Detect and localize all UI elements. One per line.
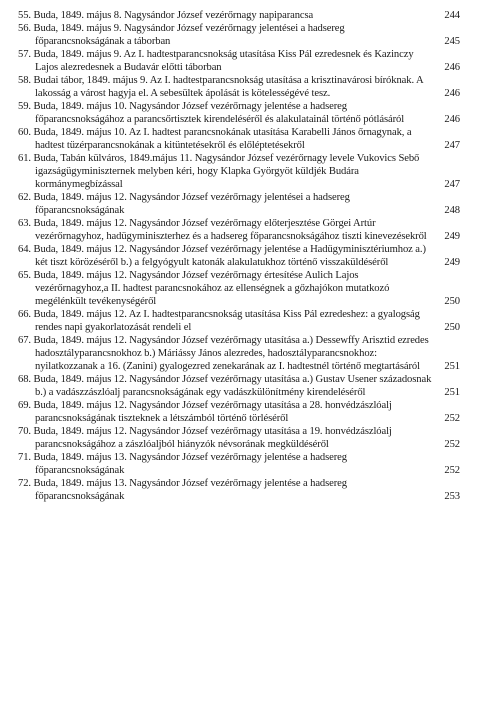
toc-entry	[0, 425, 480, 451]
toc-entry	[0, 399, 480, 425]
entry-page-number: 249	[444, 231, 460, 242]
toc-entry	[0, 74, 480, 100]
entry-title: Buda, 1849. május 12. Nagysándor József vezérőrnagy előterjesztése Görgei Artúr vezérőrnagyhoz, hadügyminiszterhez és a hadsereg főparancsnokságához tiszti kinevezésekről	[33, 218, 427, 242]
toc-entry	[0, 126, 480, 152]
entry-number: 67.	[18, 335, 31, 346]
entry-title: Buda, 1849. május 8. Nagysándor József vezérőrnagy napiparancsa	[33, 10, 314, 21]
entry-page-number: 246	[444, 114, 460, 125]
toc-entry	[0, 48, 480, 74]
entry-number: 56.	[18, 23, 31, 34]
entry-title: Buda, 1849. május 12. Nagysándor József vezérőrnagy jelentései a hadsereg főparancsnokságának	[33, 192, 350, 216]
table-of-contents	[0, 9, 480, 503]
entry-title: Buda, 1849. május 10. Az I. hadtest parancsnokának utasítása Karabelli János őrnagynak, a hadtest tüzérparancsnokának a kitüntetésekről és előléptetésekről	[33, 127, 412, 151]
entry-page-number: 251	[444, 387, 460, 398]
entry-title: Buda, Tabán külváros, 1849.május 11. Nagysándor József vezérőrnagy levele Vukovics Sebő igazságügyminiszternek melyben kéri, hogy Klapka Györgyöt küldjék Budára kormánymegbízással	[33, 153, 420, 190]
entry-title: Buda, 1849. május 13. Nagysándor József vezérőrnagy jelentése a hadsereg főparancsnokságának	[33, 452, 347, 476]
entry-title: Budai tábor, 1849. május 9. Az I. hadtestparancsnokság utasítása a krisztinavárosi bíróknak. A lakosság a várost hagyja el. A sebesültek ápolását is kötelességévé tesz.	[33, 75, 423, 99]
entry-page-number: 252	[444, 413, 460, 424]
entry-page-number: 250	[444, 296, 460, 307]
entry-title: Buda, 1849. május 12. Az I. hadtestparancsnokság utasítása Kiss Pál ezredeshez: a gyalogság rendes napi gyakorlatozását rendeli el	[33, 309, 420, 333]
entry-number: 61.	[18, 153, 31, 164]
entry-title: Buda, 1849. május 10. Nagysándor József vezérőrnagy jelentése a hadsereg főparancsnokságához a parancsőrtisztek kirendeléséről és alakulatainál történő pótlásáról	[33, 101, 405, 125]
entry-number: 66.	[18, 309, 31, 320]
toc-entry	[0, 243, 480, 269]
entry-page-number: 246	[444, 88, 460, 99]
toc-entry	[0, 9, 480, 22]
toc-entry	[0, 373, 480, 399]
toc-entry	[0, 22, 480, 48]
entry-number: 69.	[18, 400, 31, 411]
entry-page-number: 245	[444, 36, 460, 47]
entry-title: Buda, 1849. május 13. Nagysándor József vezérőrnagy jelentése a hadsereg főparancsnokságának	[33, 478, 347, 502]
entry-number: 63.	[18, 218, 31, 229]
toc-entry	[0, 477, 480, 503]
entry-page-number: 251	[444, 361, 460, 372]
entry-title: Buda, 1849. május 12. Nagysándor József vezérőrnagy értesítése Aulich Lajos vezérőrnagyhoz,a II. hadtest parancsnokához az ellenségnek a gőzhajókon mutatkozó megélénkült tevékenységéről	[33, 270, 390, 307]
toc-entry	[0, 269, 480, 308]
entry-page-number: 252	[444, 439, 460, 450]
toc-entry	[0, 152, 480, 191]
toc-entry	[0, 100, 480, 126]
entry-page-number: 246	[444, 62, 460, 73]
entry-number: 72.	[18, 478, 31, 489]
entry-number: 64.	[18, 244, 31, 255]
entry-number: 70.	[18, 426, 31, 437]
entry-title: Buda, 1849. május 9. Az I. hadtestparancsnokság utasítása Kiss Pál ezredesnek és Kazinczy Lajos alezredesnek a Budavár előtti táborban	[33, 49, 414, 73]
entry-title: Buda, 1849. május 9. Nagysándor József vezérőrnagy jelentései a hadsereg főparancsnokságának a táborban	[33, 23, 345, 47]
entry-number: 55.	[18, 10, 31, 21]
entry-number: 71.	[18, 452, 31, 463]
entry-number: 68.	[18, 374, 31, 385]
entry-title: Buda, 1849. május 12. Nagysándor József vezérőrnagy utasítása a.) Gustav Usener századosnak b.) a vadászzászlóalj parancsnokságának egy vadászkülönítmény kirendeléséről	[33, 374, 432, 398]
toc-entry	[0, 191, 480, 217]
entry-number: 65.	[18, 270, 31, 281]
entry-title: Buda, 1849. május 12. Nagysándor József vezérőrnagy utasítása a 28. honvédzászlóalj parancsnokságának tiszteknek a létszámból történő törléséről	[33, 400, 392, 424]
entry-number: 62.	[18, 192, 31, 203]
entry-number: 57.	[18, 49, 31, 60]
toc-entry	[0, 308, 480, 334]
entry-title: Buda, 1849. május 12. Nagysándor József vezérőrnagy utasítása a 19. honvédzászlóalj parancsnokságához a zászlóaljból hiányzók névsorának megküldéséről	[33, 426, 392, 450]
entry-page-number: 249	[444, 257, 460, 268]
entry-title: Buda, 1849. május 12. Nagysándor József vezérőrnagy jelentése a Hadügyminisztériumhoz a.) két tiszt körözéséről b.) a felgyógyult katonák alakulatukhoz történő visszaküldéséről	[33, 244, 426, 268]
entry-title: Buda, 1849. május 12. Nagysándor József vezérőrnagy utasítása a.) Dessewffy Arisztid ezredes hadosztályparancsnokhoz b.) Máriássy János alezredes, hadosztályparancsnokhoz: nyilatkozzanak a 16. (Zanini) gyalogezred zenekarának az I. hadtestnél történő megtartásáról	[33, 335, 429, 372]
toc-entry	[0, 334, 480, 373]
entry-page-number: 253	[444, 491, 460, 502]
entry-page-number: 244	[444, 10, 460, 21]
toc-entry	[0, 451, 480, 477]
entry-page-number: 247	[444, 140, 460, 151]
entry-number: 59.	[18, 101, 31, 112]
entry-page-number: 250	[444, 322, 460, 333]
entry-page-number: 252	[444, 465, 460, 476]
entry-number: 58.	[18, 75, 31, 86]
entry-page-number: 248	[444, 205, 460, 216]
toc-entry	[0, 217, 480, 243]
entry-number: 60.	[18, 127, 31, 138]
entry-page-number: 247	[444, 179, 460, 190]
